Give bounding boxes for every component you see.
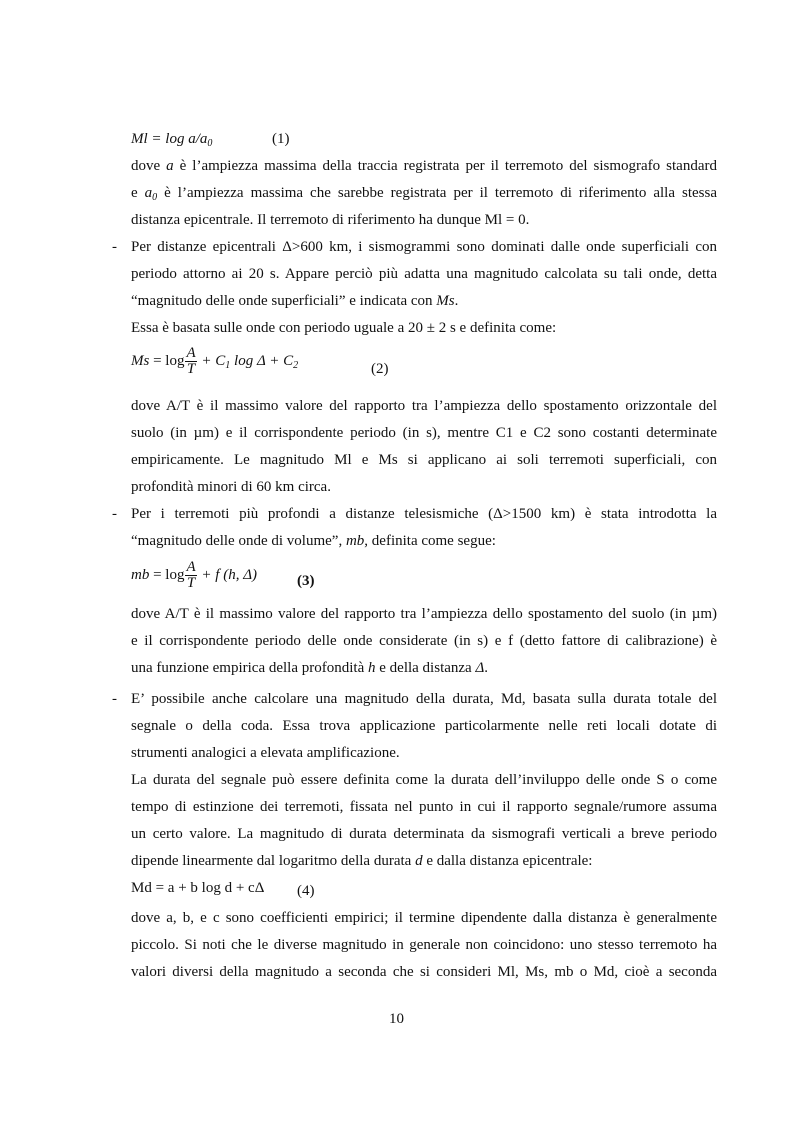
text-line-25: dove a, b, e c sono coefficienti empirici; il termine dipendente dalla distanza è generalmente	[131, 910, 717, 926]
formula-4: Md = a + b log d + cΔ	[131, 880, 265, 896]
text-line-9: dove A/T è il massimo valore del rapporto tra l’ampiezza dello spostamento orizzontale del	[131, 398, 717, 414]
formula-2: Ms = log $\frac{A}{T}$ + $C_1$ $\log \Delta + C_2$	[131, 345, 299, 377]
text-line-16: e il corrispondente periodo delle onde considerate (in s) e f (detto fattore di calibrazione) è	[131, 633, 717, 649]
text-line-2: dove a è l’ampiezza massima della traccia registrata per il terremoto del sismografo standard	[131, 158, 717, 174]
text-line-3: e $a_0$ è l’ampiezza massima che sarebbe registrata per il terremoto di riferimento alla stessa	[131, 185, 717, 203]
formula-1	[131, 130, 212, 148]
text-line-4: distanza epicentrale. Il terremoto di riferimento ha dunque Ml = 0.	[131, 212, 530, 228]
text-line-19: segnale o della coda. Essa trova applicazione particolarmente nelle reti locali dotate di	[131, 718, 717, 734]
text-line-13: Per i terremoti più profondi a distanze telesismiche (Δ>1500 km) è stata introdotta la	[131, 506, 717, 522]
bullet-dash: -	[112, 691, 117, 707]
text-line-27: valori diversi della magnitudo a seconda che si consideri Ml, Ms, mb o Md, cioè a seconda	[131, 964, 717, 980]
text-line-26: piccolo. Si noti che le diverse magnitudo in generale non coincidono: uno stesso terremoto ha	[131, 937, 717, 953]
text-line-10: suolo (in µm) e il corrispondente periodo (in s), mentre C1 e C2 sono costanti determinate	[131, 425, 717, 441]
formula-2-label: (2)	[371, 361, 389, 377]
text-line-8: Essa è basata sulle onde con periodo uguale a 20 ± 2 s e definita come:	[131, 320, 557, 336]
bullet-dash: -	[112, 239, 117, 255]
text-line-14: “magnitudo delle onde di volume”, mb, definita come segue:	[131, 533, 496, 549]
text-line-12: profondità minori di 60 km circa.	[131, 479, 331, 495]
text-line-18: E’ possibile anche calcolare una magnitudo della durata, Md, basata sulla durata totale del	[131, 691, 717, 707]
fraction-a-over-t: $\frac{A}{T}$	[186, 559, 196, 591]
text-line-22: tempo di estinzione dei terremoti, fissata nel punto in cui il rapporto segnale/rumore assuma	[131, 799, 717, 815]
formula-3-label: (3)	[297, 573, 315, 589]
text-line-23: un certo valore. La magnitudo di durata determinata da sismografi verticali a breve periodo	[131, 826, 717, 842]
text-line-6: periodo attorno ai 20 s. Appare perciò più adatta una magnitudo calcolata su tali onde, detta	[131, 266, 717, 282]
text-line-17: una funzione empirica della profondità h e della distanza Δ.	[131, 660, 489, 676]
text-line-20: strumenti analogici a elevata amplificazione.	[131, 745, 400, 761]
text-line-21: La durata del segnale può essere definita come la durata dell’inviluppo delle onde S o come	[131, 772, 717, 788]
fraction-a-over-t: $\frac{A}{T}$	[186, 345, 196, 377]
text-line-7: “magnitudo delle onde superficiali” e indicata con Ms.	[131, 293, 459, 309]
text-line-11: empiricamente. Le magnitudo Ml e Ms si applicano ai soli terremoti superficiali, con	[131, 452, 717, 468]
text-line-15: dove A/T è il massimo valore del rapporto tra l’ampiezza dello spostamento del suolo (in µm)	[131, 606, 717, 622]
formula-1-sub: 0	[207, 138, 213, 149]
formula-1-text: Ml = log a/a	[131, 131, 208, 147]
page-number: 10	[389, 1011, 404, 1027]
text-line-24: dipende linearmente dal logaritmo della durata d e dalla distanza epicentrale:	[131, 853, 593, 869]
text-line-5: Per distanze epicentrali Δ>600 km, i sismogrammi sono dominati dalle onde superficiali con	[131, 239, 717, 255]
bullet-dash: -	[112, 506, 117, 522]
formula-4-label: (4)	[297, 883, 315, 899]
formula-3: mb = log $\frac{A}{T}$ + f (h, Δ)	[131, 559, 257, 591]
formula-1-label: (1)	[272, 131, 290, 147]
